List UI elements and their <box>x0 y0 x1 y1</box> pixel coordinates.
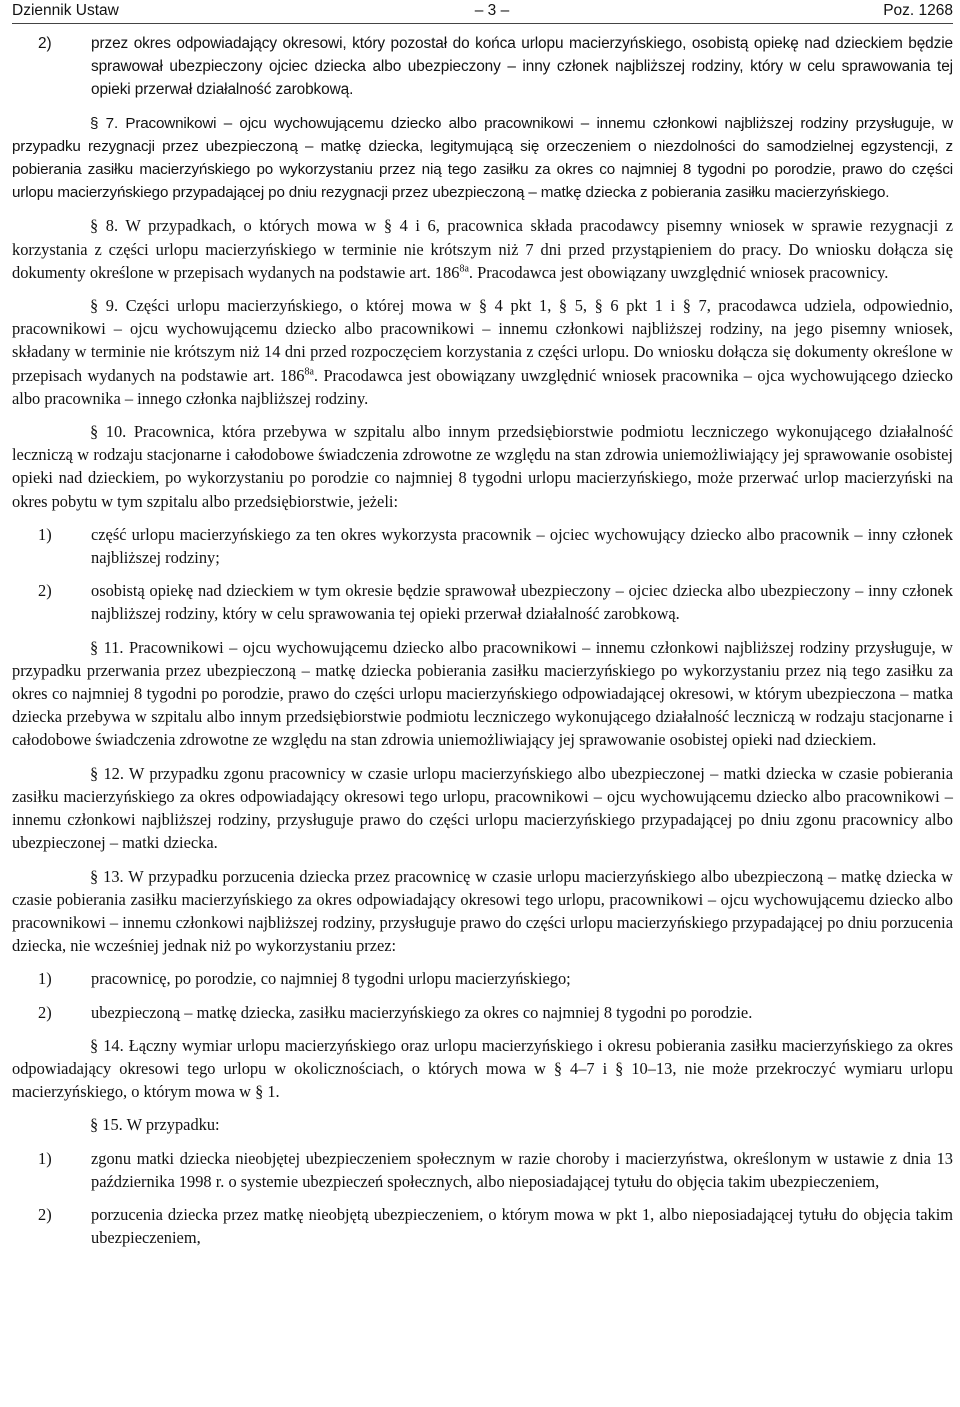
list-item <box>12 967 953 990</box>
section-mark: § 8. <box>90 216 119 236</box>
item-number: 1) <box>38 969 52 989</box>
paragraph-11 <box>12 636 953 752</box>
section-mark: § 12. <box>90 763 124 783</box>
section-mark: § 14. <box>90 1035 124 1055</box>
page-number: – 3 – <box>474 2 510 19</box>
journal-title: Dziennik Ustaw <box>12 2 119 19</box>
item-number: 1) <box>38 524 52 544</box>
document-body <box>12 32 953 1249</box>
paragraph-tail: . Pracodawca jest obowiązany uwzględnić wniosek pracownika – ojca wychowującego dziecko albo pracownika – innego członka najbliższej rodziny. <box>12 365 953 408</box>
paragraph-15 <box>12 1113 953 1136</box>
item-text: część urlopu macierzyńskiego za ten okres wykorzysta pracownik – ojciec wychowujący dziecko albo pracownik – inny członek najbliższej rodziny; <box>91 524 953 568</box>
item-number: 2) <box>38 35 52 52</box>
item-text: zgonu matki dziecka nieobjętej ubezpieczeniem społecznym w razie choroby i macierzyństwa, określonym w ustawie z dnia 13 października 1998 r. o systemie ubezpieczeń społecznych, albo nieposiadającej tytułu do objęcia takim ubezpieczeniem, <box>91 1148 953 1191</box>
paragraph-text: Pracownikowi – ojcu wychowującemu dziecko albo pracownikowi – innemu członkowi najbliższej rodziny przysługuje, w przypadku przerwania przez ubezpieczoną – matkę dziecka pobierania zasiłku macierzyńskiego po wykorzystaniu przez nią tego zasiłku za okres co najmniej 8 tygodni po porodzie, prawo do części urlopu macierzyńskiego odpowiadającej okresowi, w którym ubezpieczona – matka dziecka przebywa w szpitalu albo innym przedsiębiorstwie podmiotu leczniczego wykonującego działalność leczniczą w rodzaju stacjonarne i całodobowe świadczenia zdrowotne ze względu na stan zdrowia uniemożliwiający jej sprawowanie osobistej opieki nad dzieckiem. <box>12 637 953 750</box>
paragraph-text: W przypadkach, o których mowa w § 4 i 6, pracownica składa pracodawcy pisemny wniosek w sprawie rezygnacji z korzystania z części urlopu macierzyńskiego w terminie nie krótszym niż 7 dni przed przystąpieniem do pracy. Do wniosku dołącza się dokumenty określone w przepisach wydanych na podstawie art. 186 <box>12 216 954 282</box>
item-text: pracownicę, po porodzie, co najmniej 8 tygodni urlopu macierzyńskiego; <box>91 969 571 989</box>
item-text: przez okres odpowiadający okresowi, który pozostał do końca urlopu macierzyńskiego, osobistą opiekę nad dzieckiem będzie sprawował ubezpieczony ojciec dziecka albo ubezpieczony – inny członek najbliższej rodziny, który w celu sprawowania tej opieki przerwał działalność zarobkową. <box>91 35 953 99</box>
paragraph-text: Pracownica, która przebywa w szpitalu albo innym przedsiębiorstwie podmiotu leczniczego wykonującego działalność leczniczą w rodzaju stacjonarne i całodobowe świadczenia zdrowotne ze względu na stan zdrowia uniemożliwiający jej sprawowanie osobistej opieki nad dzieckiem, po wykorzystaniu po porodzie co najmniej 8 tygodni urlopu macierzyńskiego, może przerwać urlop macierzyński na okres pobytu w tym szpitalu albo przedsiębiorstwie, jeżeli: <box>12 422 953 511</box>
paragraph-text: W przypadku zgonu pracownicy w czasie urlopu macierzyńskiego albo ubezpieczonej – matki dziecka w czasie pobierania zasiłku macierzyńskiego za okres odpowiadający okresowi tego urlopu, pracownikowi – ojcu wychowującemu dziecko albo pracownikowi – innemu członkowi najbliższej rodziny, przysługuje prawo do części urlopu macierzyńskiego przypadającej po dniu zgonu pracownicy albo ubezpieczonej – matki dziecka. <box>12 763 953 853</box>
paragraph-text: Łączny wymiar urlopu macierzyńskiego oraz urlopu macierzyńskiego i okresu pobierania zasiłku macierzyńskiego za okres odpowiadający okresowi tego urlopu w okolicznościach, o których mowa w § 4–7 i § 10–13, nie może przekroczyć wymiaru urlopu macierzyńskiego, o którym mowa w § 1. <box>12 1035 953 1102</box>
list-item <box>12 1001 953 1024</box>
list-item <box>12 32 953 102</box>
item-number: 2) <box>38 1002 52 1022</box>
paragraph-text: W przypadku: <box>122 1115 220 1135</box>
section-mark: § 13. <box>90 866 124 886</box>
paragraph-8 <box>12 214 953 284</box>
item-number: 2) <box>38 1204 52 1224</box>
section-mark: § 15. <box>90 1115 123 1135</box>
paragraph-text: W przypadku porzucenia dziecka przez pracownicę w czasie urlopu macierzyńskiego albo ubezpieczoną – matkę dziecka w czasie pobierania zasiłku macierzyńskiego za okres odpowiadający okresowi tego urlopu, pracownikowi – ojcu wychowującemu dziecko albo pracownikowi – innemu członkowi najbliższej rodziny, przysługuje prawo do części urlopu macierzyńskiego przypadającej po dniu porzucenia dziecka, nie wcześniej jednak niż po wykorzystaniu przez: <box>12 866 954 956</box>
list-item <box>12 1203 953 1249</box>
superscript: 8a <box>304 366 314 378</box>
paragraph-13 <box>12 865 953 958</box>
section-mark: § 7. <box>90 114 119 132</box>
section-mark: § 11. <box>90 637 124 657</box>
page-header <box>12 0 953 24</box>
item-number: 1) <box>38 1148 52 1168</box>
paragraph-text: Pracownikowi – ojcu wychowującemu dziecko albo pracownikowi – innemu członkowi najbliższej rodziny przysługuje, w przypadku rezygnacji przez ubezpieczoną – matkę dziecka, legitymującą się orzeczeniem o niezdolności do samodzielnej egzystencji, z pobierania zasiłku macierzyńskiego po wykorzystaniu przez nią tego zasiłku za okres co najmniej 8 tygodni po porodzie, prawo do części urlopu macierzyńskiego przypadającej po dniu rezygnacji przez ubezpieczoną – matkę dziecka z pobierania zasiłku macierzyńskiego. <box>12 114 953 202</box>
section-mark: § 10. <box>90 422 127 442</box>
item-number: 2) <box>38 581 52 601</box>
section-mark: § 9. <box>90 296 119 316</box>
position-number: Poz. 1268 <box>883 2 953 19</box>
paragraph-tail: . Pracodawca jest obowiązany uwzględnić wniosek pracownicy. <box>468 262 889 282</box>
item-text: osobistą opiekę nad dzieckiem w tym okresie będzie sprawował ubezpieczony – ojciec dziecka albo ubezpieczony – inny członek najbliższej rodziny, który w celu sprawowania tej opieki przerwał działalność zarobkową. <box>91 581 953 624</box>
superscript: 8a <box>459 263 469 275</box>
paragraph-10 <box>12 420 953 513</box>
item-text: porzucenia dziecka przez matkę nieobjętą ubezpieczeniem, o którym mowa w pkt 1, albo nieposiadającej tytułu do objęcia takim ubezpieczeniem, <box>91 1204 953 1248</box>
paragraph-9 <box>12 294 953 410</box>
paragraph-text: Części urlopu macierzyńskiego, o której mowa w § 4 pkt 1, § 5, § 6 pkt 1 i § 7, pracodawca udziela, odpowiednio, pracownikowi – ojcu wychowującemu dziecko albo pracownikowi – innemu członkowi najbliższej rodziny, na jego pisemny wniosek, składany w terminie nie krótszym niż 14 dni przed rozpoczęciem korzystania z części urlopu. Do wniosku dołącza się dokumenty określone w przepisach wydanych na podstawie art. 186 <box>12 296 953 385</box>
paragraph-7 <box>12 112 953 205</box>
list-item <box>12 579 953 625</box>
paragraph-14 <box>12 1034 953 1104</box>
paragraph-12 <box>12 762 953 855</box>
list-item <box>12 1147 953 1193</box>
item-text: ubezpieczoną – matkę dziecka, zasiłku macierzyńskiego za okres co najmniej 8 tygodni po porodzie. <box>91 1002 753 1022</box>
list-item <box>12 523 953 569</box>
